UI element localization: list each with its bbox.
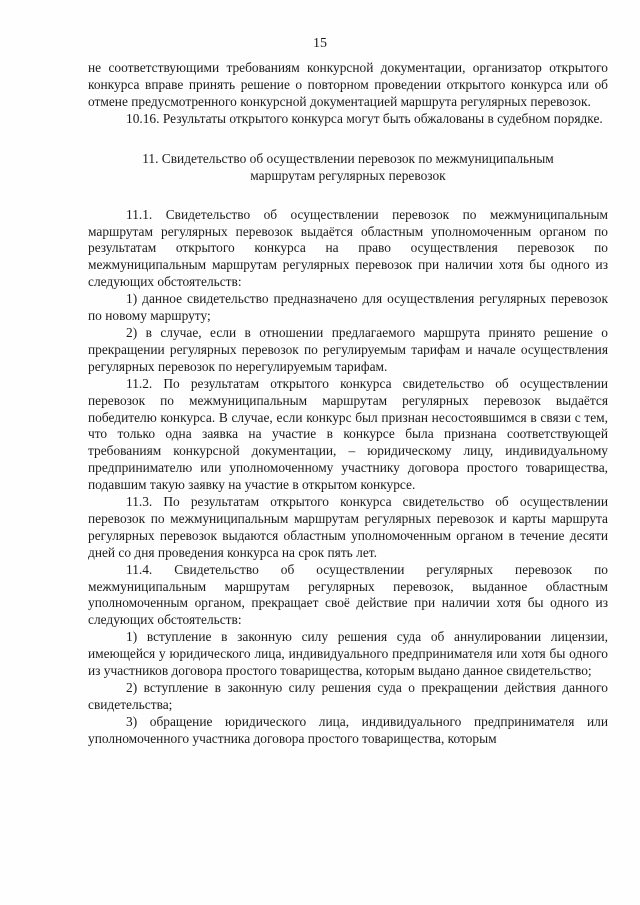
paragraph-11-3: 11.3. По результатам открытого конкурса свидетельство об осуществлении перевозок по межмуниципальным маршрутам регулярных перевозок и карты маршрута регулярных перевозок выдаются областным уполномоченным органом в течение десяти дней со дня проведения конкурса на срок пять лет. [88,494,608,560]
list-item-11-1-1: 1) данное свидетельство предназначено для осуществления регулярных перевозок по новому маршруту; [88,291,608,324]
list-item-11-4-3: 3) обращение юридического лица, индивидуального предпринимателя или уполномоченного участника договора простого товарищества, которым [88,713,608,746]
list-item-11-4-1: 1) вступление в законную силу решения суда об аннулировании лицензии, имеющейся у юридического лица, индивидуального предпринимателя или хотя бы одного из участников договора простого товарищества, которым выдано данное свидетельство; [88,629,608,679]
section-heading-line-1: 11. Свидетельство об осуществлении перевозок по межмуниципальным [142,150,554,166]
paragraph-11-1: 11.1. Свидетельство об осуществлении перевозок по межмуниципальным маршрутам регулярных перевозок выдаётся областным уполномоченным органом по результатам открытого конкурса на право осуществления перевозок по межмуниципальным маршрутам регулярных перевозок при наличии хотя бы одного из следующих обстоятельств: [88,206,608,290]
paragraph-continuation: не соответствующими требованиям конкурсной документации, организатор открытого конкурса вправе принять решение о повторном проведении открытого конкурса или об отмене предусмотренного конкурсной документацией маршрута регулярных перевозок. [88,60,608,109]
paragraph-11-4: 11.4. Свидетельство об осуществлении регулярных перевозок по межмуниципальным маршрутам регулярных перевозок, выданное областным уполномоченным органом, прекращает своё действие при наличии хотя бы одного из следующих обстоятельств: [88,561,608,628]
paragraph-10-16: 10.16. Результаты открытого конкурса могут быть обжалованы в судебном порядке. [126,110,603,126]
paragraph-11-2: 11.2. По результатам открытого конкурса свидетельство об осуществлении перевозок по межмуниципальным маршрутам регулярных перевозок выдаётся победителю конкурса. В случае, если конкурс был признан несостоявшимся в связи с тем, что только одна заявка на участие в конкурсе была признана соответствующей требованиям конкурсной документации, – юридическому лицу, индивидуальному предпринимателю или уполномоченному участнику договора простого товарищества, подавшим такую заявку на участие в открытом конкурсе. [88,375,608,493]
page-number: 15 [313,36,327,51]
list-item-11-1-2: 2) в случае, если в отношении предлагаемого маршрута принято решение о прекращении регулярных перевозок по регулируемым тарифам и начале осуществления регулярных перевозок по нерегулируемым тарифам. [88,324,608,374]
section-heading-line-2: маршрутам регулярных перевозок [250,168,446,184]
document-body [88,60,608,748]
section-heading [88,150,608,185]
list-item-11-4-2: 2) вступление в законную силу решения суда о прекращении действия данного свидетельства; [88,680,608,712]
